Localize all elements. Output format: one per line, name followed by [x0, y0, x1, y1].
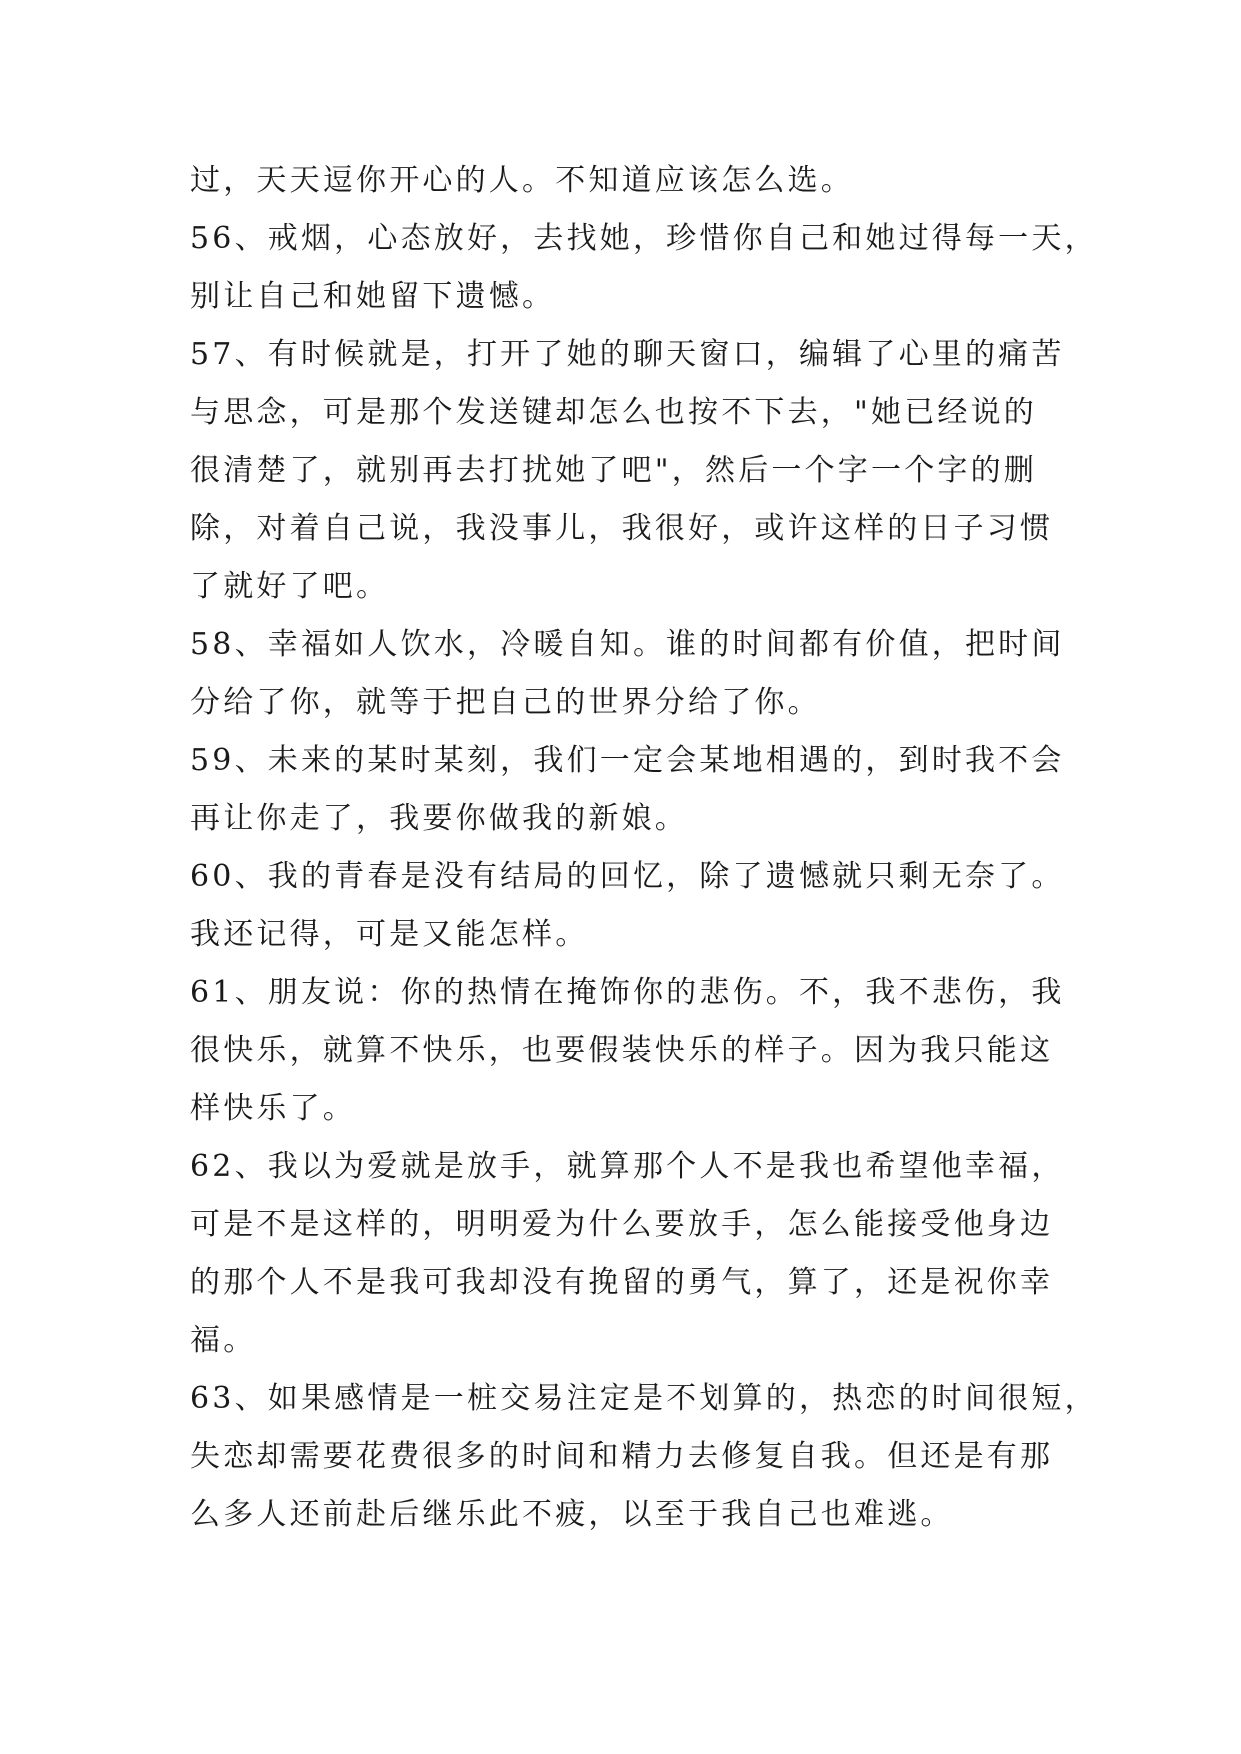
text-line: 么多人还前赴后继乐此不疲，以至于我自己也难逃。: [190, 1497, 954, 1532]
text-line: 的那个人不是我可我却没有挽留的勇气，算了，还是祝你幸: [190, 1265, 1054, 1300]
text-line: 我还记得，可是又能怎样。: [190, 917, 589, 952]
text-line: 61、朋友说：你的热情在掩饰你的悲伤。不，我不悲伤，我: [190, 975, 1065, 1010]
text-line: 分给了你，就等于把自己的世界分给了你。: [190, 685, 821, 720]
text-line: 60、我的青春是没有结局的回忆，除了遗憾就只剩无奈了。: [190, 859, 1065, 894]
text-line: 再让你走了，我要你做我的新娘。: [190, 801, 688, 836]
document-body: [190, 152, 1098, 1544]
text-line: 福。: [190, 1323, 257, 1358]
text-line: 很清楚了，就别再去打扰她了吧"，然后一个字一个字的删: [190, 453, 1037, 488]
text-line: 失恋却需要花费很多的时间和精力去修复自我。但还是有那: [190, 1439, 1054, 1474]
text-line: 过，天天逗你开心的人。不知道应该怎么选。: [190, 163, 854, 198]
text-line: 62、我以为爱就是放手，就算那个人不是我也希望他幸福，: [190, 1149, 1065, 1184]
text-line: 除，对着自己说，我没事儿，我很好，或许这样的日子习惯: [190, 511, 1054, 546]
text-line: 很快乐，就算不快乐，也要假装快乐的样子。因为我只能这: [190, 1033, 1054, 1068]
text-line: 59、未来的某时某刻，我们一定会某地相遇的，到时我不会: [190, 743, 1065, 778]
text-line: 与思念，可是那个发送键却怎么也按不下去，"她已经说的: [190, 395, 1037, 430]
text-line: 了就好了吧。: [190, 569, 390, 604]
text-line: 可是不是这样的，明明爱为什么要放手，怎么能接受他身边: [190, 1207, 1054, 1242]
text-line: 63、如果感情是一桩交易注定是不划算的，热恋的时间很短，: [190, 1381, 1098, 1416]
text-line: 58、幸福如人饮水，冷暖自知。谁的时间都有价值，把时间: [190, 627, 1065, 662]
text-line: 别让自己和她留下遗憾。: [190, 279, 556, 314]
text-line: 样快乐了。: [190, 1091, 356, 1126]
text-line: 56、戒烟，心态放好，去找她，珍惜你自己和她过得每一天，: [190, 221, 1098, 256]
text-line: 57、有时候就是，打开了她的聊天窗口，编辑了心里的痛苦: [190, 337, 1065, 372]
